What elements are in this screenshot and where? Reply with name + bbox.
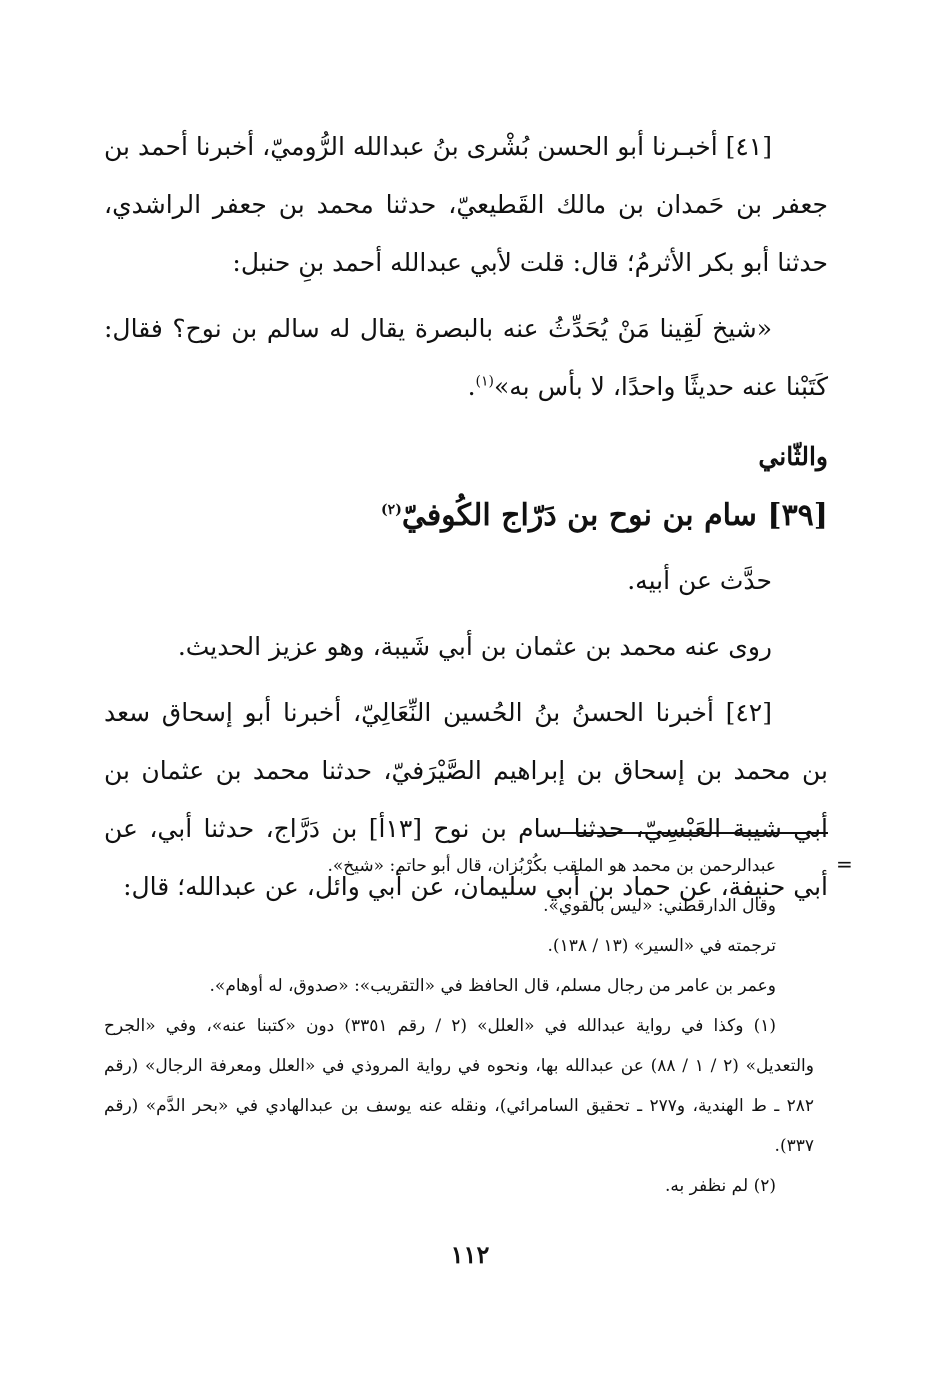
- section-heading: والثّاني: [758, 442, 828, 471]
- quote-text: «شيخ لَقِينا مَنْ يُحَدِّثُ عنه بالبصرة يقال له سالم بن نوح؟ فقال: كَتَبْنا عنه حديثًا واحدًا، لا بأس به»: [104, 314, 828, 401]
- footnote-line: وعمر بن عامر من رجال مسلم، قال الحافظ في «التقريب»: «صدوق، له أوهام».: [209, 976, 776, 996]
- paragraph-narrated: حدَّث عن أبيه.: [627, 566, 772, 595]
- quote-end: .: [467, 372, 476, 401]
- footnote-2: (٢) لم نظفر به.: [664, 1176, 776, 1196]
- footnote-line: ترجمته في «السير» (١٣ / ١٣٨).: [547, 936, 776, 956]
- continuation-mark: =: [836, 852, 853, 876]
- footnote-divider: [560, 832, 828, 834]
- footnote-ref-2: (٢): [381, 502, 402, 518]
- footnote-line: عبدالرحمن بن محمد هو الملقب بكُرْبُزان، قال أبو حاتم: «شيخ».: [327, 856, 776, 876]
- main-text: [104, 118, 828, 916]
- entry-heading: [104, 486, 828, 546]
- paragraph-narrator: روى عنه محمد بن عثمان بن أبي شَيبة، وهو عزيز الحديث.: [177, 632, 772, 661]
- paragraph-41: [٤١] أخبـرنا أبو الحسن بُشْرى بنُ عبدالله الرُّوميّ، أخبرنا أحمد بن جعفر بن حَمدان بن مالك القَطيعيّ، حدثنا محمد بن جعفر الراشدي، حدثنا أبو بكر الأثرمُ؛ قال: قلت لأبي عبدالله أحمد بنِ حنبل:: [104, 132, 828, 277]
- footnote-ref-1: (١): [475, 373, 494, 390]
- page-number: ١١٢: [450, 1240, 490, 1269]
- entry-title: [٣٩] سام بن نوح بن دَرّاج الكُوفيّ: [401, 498, 828, 533]
- paragraph-42: [٤٢] أخبرنا الحسنُ بنُ الحُسين النِّعَالِيّ، أخبرنا أبو إسحاق سعد بن محمد بن إسحاق بن إبراهيم الصَّيْرَفيّ، حدثنا محمد بن عثمان بن أبي شيبة العَبْسِيّ، حدثنا سام بن نوح [١٣أ] بن دَرَّاج، حدثنا أبي، عن أبي حنيفة، عن حماد بن أبي سليمان، عن أبي وائل، عن عبدالله؛ قال:: [104, 698, 829, 901]
- footnote-line: وقال الدارقطني: «ليس بالقوي».: [543, 896, 776, 916]
- paragraph-quote: [104, 300, 828, 416]
- footnote-1: (١) وكذا في رواية عبدالله في «العلل» (٢ / رقم ٣٣٥١) دون «كتبنا عنه»، وفي «الجرح والتعديل» (٢ / ١ / ٨٨) عن عبدالله بها، ونحوه في رواية المروذي في «العلل ومعرفة الرجال» (رقم ٢٨٢ ـ ط الهندية، و٢٧٧ ـ تحقيق السامرائي)، ونقله عنه يوسف بن عبدالهادي في «بحر الدَّم» (رقم ٣٣٧).: [104, 1016, 815, 1156]
- footnotes: [104, 846, 814, 1206]
